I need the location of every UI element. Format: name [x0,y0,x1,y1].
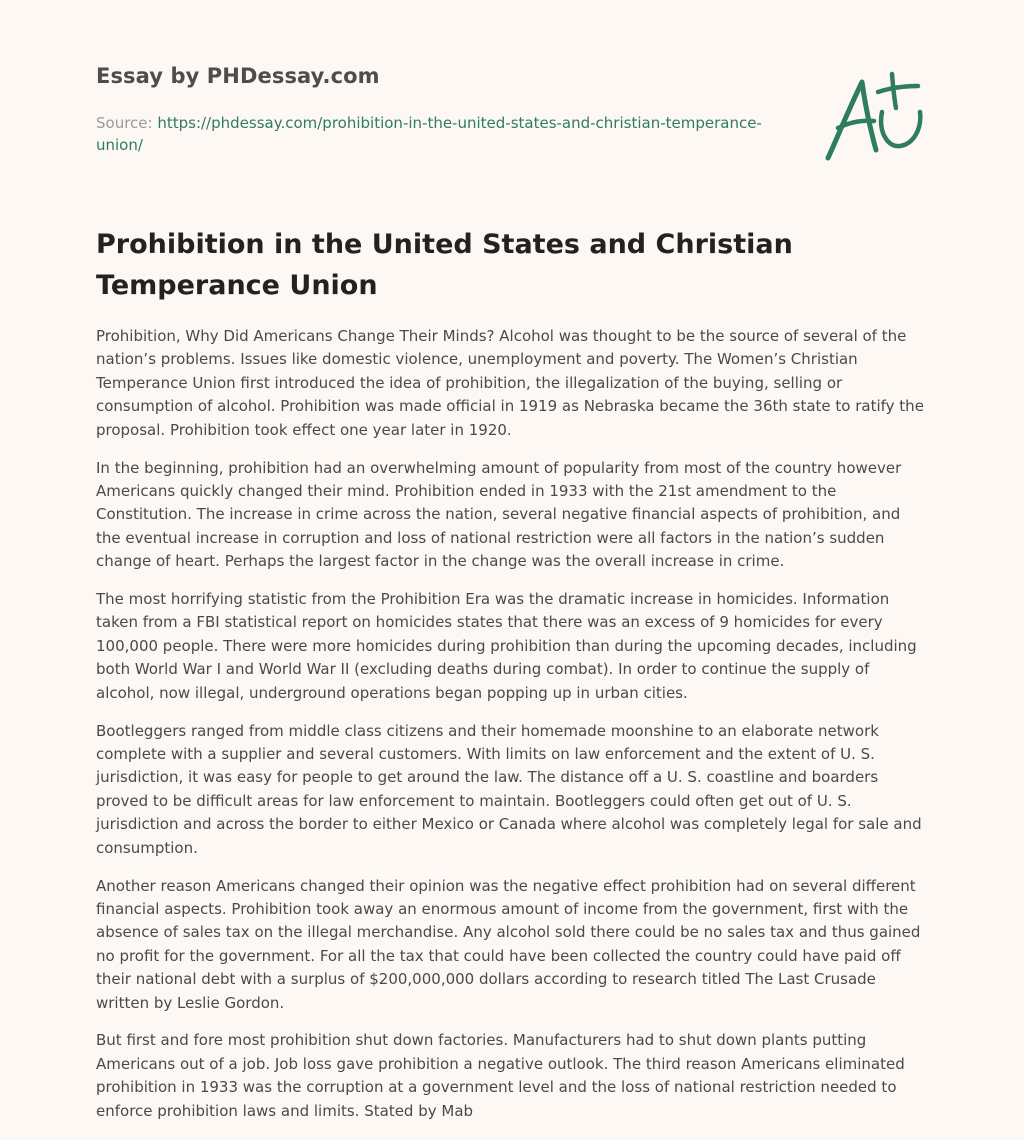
source-label: Source: [96,114,158,132]
essay-paragraph: The most horrifying statistic from the Prohibition Era was the dramatic increase in homicides. Information taken from a FBI statistical report on homicides states that there was an excess of 9 homicides for every 100,000 people. There were more homicides during prohibition than during the upcoming decades, including both World War I and World War II (excluding deaths during combat). In order to continue the supply of alcohol, now illegal, underground operations began popping up in urban cities. [96,590,917,702]
source-line [96,112,776,156]
plus-horizontal-stroke [878,86,918,92]
essay-paragraph: Prohibition, Why Did Americans Change Their Minds? Alcohol was thought to be the source of several of the nation’s problems. Issues like domestic violence, unemployment and poverty. The Women’s Christian Temperance Union first introduced the idea of prohibition, the illegalization of the buying, selling or consumption of alcohol. Prohibition was made official in 1919 as Nebraska became the 36th state to ratify the proposal. Prohibition took effect one year later in 1920. [96,327,924,439]
site-brand: Essay by PHDessay.com [96,64,380,88]
essay-title: Prohibition in the United States and Christian Temperance Union [96,229,793,301]
source-link[interactable]: https://phdessay.com/prohibition-in-the-united-states-and-christian-temperance-union/ [96,114,762,154]
essay-body [96,325,928,1138]
essay-paragraph: Bootleggers ranged from middle class citizens and their homemade moonshine to an elaborate network complete with a supplier and several customers. With limits on law enforcement and the extent of U. S. jurisdiction, it was easy for people to get around the law. The distance off a U. S. coastline and boarders proved to be difficult areas for law enforcement to maintain. Bootleggers could often get out of U. S. jurisdiction and across the border to either Mexico or Canada where alcohol was completely legal for sale and consumption. [96,721,922,857]
essay-paragraph: But first and fore most prohibition shut down factories. Manufacturers had to shut down plants putting Americans out of a job. Job loss gave prohibition a negative outlook. The third reason Americans eliminated prohibition in 1933 was the corruption at a government level and the loss of national restriction needed to enforce prohibition laws and limits. Stated by Mab [96,1031,905,1120]
plus-swoosh-stroke [881,112,920,146]
essay-paragraph: In the beginning, prohibition had an overwhelming amount of popularity from most of the country however Americans quickly changed their mind. Prohibition ended in 1933 with the 21st amendment to the Constitution. The increase in crime across the nation, several negative financial aspects of prohibition, and the eventual increase in corruption and loss of national restriction were all factors in the nation’s sudden change of heart. Perhaps the largest factor in the change was the overall increase in crime. [96,458,902,571]
a-plus-grade-icon [818,66,930,166]
plus-vertical-stroke [892,74,896,108]
essay-paragraph: Another reason Americans changed their opinion was the negative effect prohibition had on several different financial aspects. Prohibition took away an enormous amount of income from the government, first with the absence of sales tax on the illegal merchandise. Any alcohol sold there could be no sales tax and thus gained no profit for the government. For all the tax that could have been collected the country could have paid off their national debt with a surplus of $200,000,000 dollars according to research titled The Last Crusade written by Leslie Gordon. [96,876,921,1012]
